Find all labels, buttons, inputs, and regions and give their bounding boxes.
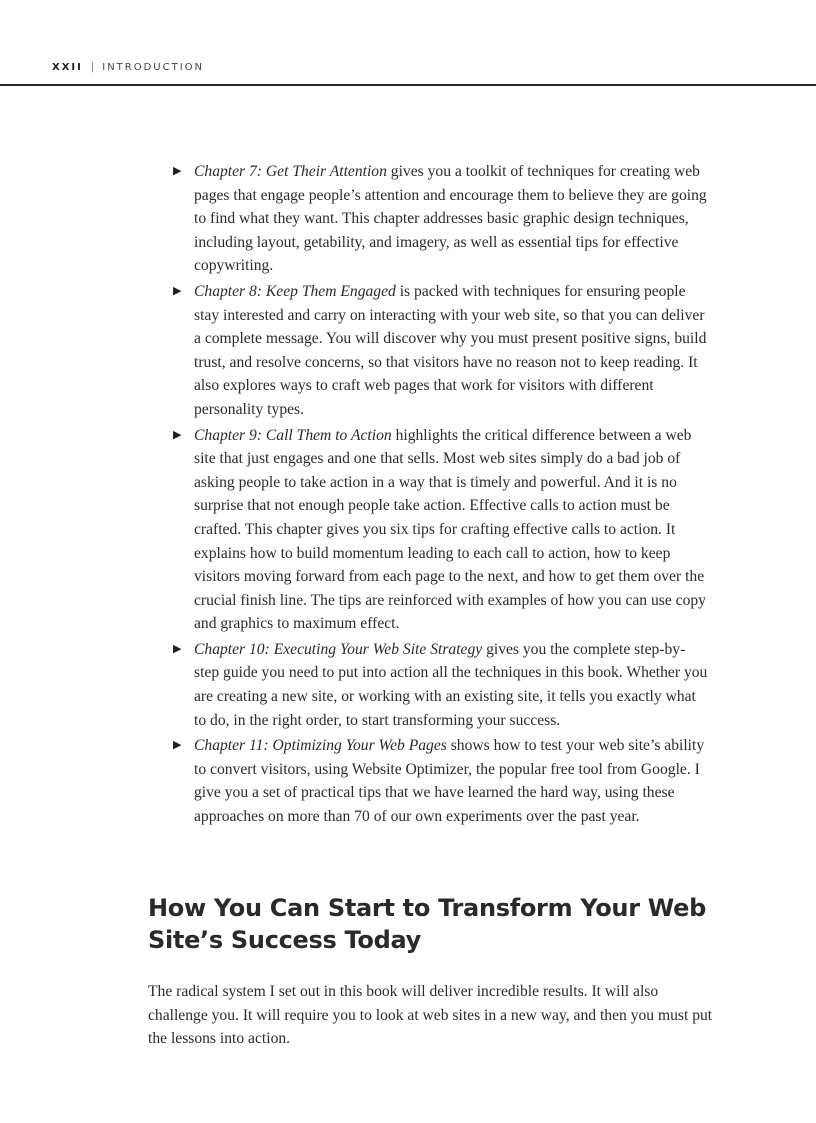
list-item [170, 424, 710, 636]
section-heading: How You Can Start to Transform Your Web Site’s Success Today [148, 894, 706, 954]
list-item [170, 734, 710, 828]
bullet-triangle-icon: ▶ [173, 165, 182, 177]
bullet-triangle-icon: ▶ [173, 739, 182, 752]
header-separator: | [90, 62, 95, 73]
body-paragraph: The radical system I set out in this book will deliver incredible results. It will also challenge you. It will require you to look at web sites in a new way, and then you must put the lessons into action. [148, 983, 713, 1048]
chapter-list [170, 160, 710, 831]
chapter-title: Chapter 9: Call Them to Action [194, 426, 392, 444]
chapter-title: Chapter 10: Executing Your Web Site Strategy [194, 640, 483, 658]
list-item [170, 280, 710, 422]
chapter-title: Chapter 11: Optimizing Your Web Pages [194, 737, 447, 755]
bullet-triangle-icon: ▶ [173, 428, 182, 441]
page-number: XXII [52, 62, 83, 73]
chapter-title: Chapter 8: Keep Them Engaged [194, 282, 396, 300]
list-item [170, 160, 710, 278]
header-rule [0, 84, 816, 86]
list-item [170, 638, 710, 732]
bullet-triangle-icon: ▶ [173, 284, 182, 297]
bullet-triangle-icon: ▶ [173, 642, 182, 655]
running-head [52, 62, 204, 73]
chapter-description: highlights the critical difference between a web site that just engages and one that sells. Most web sites simply do a bad job of asking people to take action in a way that is timely and powerful. And it is no surprise that not enough people take action. Effective calls to action must be crafted. This chapter gives you six tips for crafting effective calls to action. It explains how to build momentum leading to each call to action, how to keep visitors moving forward from each page to the next, and how to get them over the crucial finish line. The tips are reinforced with examples of how you can use copy and graphics to maximum effect. [194, 426, 706, 633]
chapter-description: is packed with techniques for ensuring people stay interested and carry on interacting with your web site, so that you can deliver a complete message. You will discover why you must present positive signs, build trust, and resolve concerns, so that visitors have no reason not to keep reading. It also explores ways to craft web pages that work for visitors with different personality types. [194, 282, 707, 418]
section-name: INTRODUCTION [102, 62, 205, 73]
chapter-title: Chapter 7: Get Their Attention [194, 163, 387, 180]
chapter-description: gives you a toolkit of techniques for creating web pages that engage people’s attention and encourage them to believe they are going to find what they want. This chapter addresses basic graphic design techniques, including layout, getability, and imagery, as well as essential tips for effective copywriting. [194, 163, 707, 275]
chapter-description: gives you the complete step-by-step guide you need to put into action all the techniques in this book. Whether you are creating a new site, or working with an existing site, it tells you exactly what to do, in the right order, to start transforming your success. [194, 640, 708, 729]
chapter-description: shows how to test your web site’s ability to convert visitors, using Website Optimizer, the popular free tool from Google. I give you a set of practical tips that we have learned the hard way, using these approaches on more than 70 of our own experiments over the past year. [194, 737, 705, 826]
